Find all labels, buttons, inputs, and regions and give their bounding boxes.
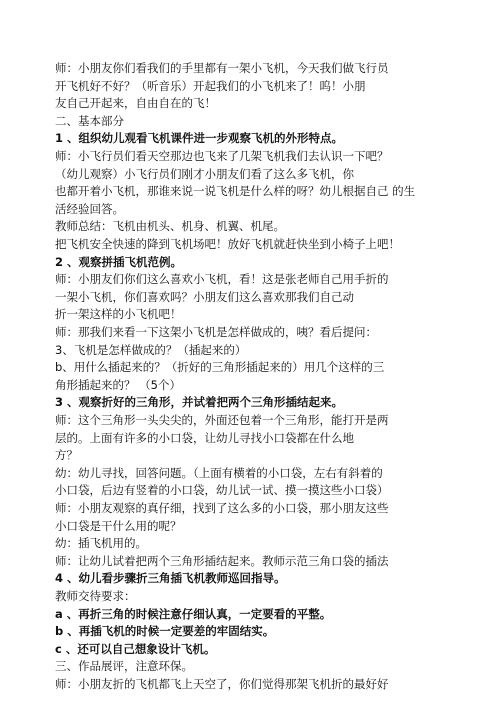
text-line: 把飞机安全快速的降到飞机场吧！放好飞机就赶快坐到小椅子上吧！ [55, 237, 400, 251]
text-line: 师：这个三角形一头尖尖的，外面还包着一个三角形，能打开是两 [55, 413, 389, 427]
text-line: 师：小朋友观察的真仔细，找到了这么多的小口袋，那小朋友这些 [55, 501, 389, 515]
numbered-item: 4 、幼儿看步骤折三角插飞机教师巡回指导。 [55, 571, 286, 586]
text-line: 活经验回答。 [55, 201, 124, 216]
text-line: 层的。上面有许多的小口袋，让幼儿寻找小口袋都在什么地 [55, 430, 354, 445]
text-line: 幼：幼儿寻找，回答问题。（上面有横着的小口袋，左右有斜着的 [55, 465, 383, 480]
text-line: 师：让幼儿试着把两个三角形插结起来。教师示范三角口袋的插法 [55, 553, 389, 568]
text-line: 友自己开起来，自由自在的飞！ [55, 96, 216, 111]
text-line: 师：小朋友折的飞机都飞上天空了，你们觉得那架飞机折的最好好 [55, 677, 389, 691]
text-line: 师：那我们来看一下这架小飞机是怎样做成的，咦？看后提问： [55, 325, 377, 339]
section-heading: 三、作品展评，注意环保。 [55, 659, 193, 674]
text-line: 折一架这样的小飞机吧！ [55, 307, 182, 322]
text-line: 幼：插飞机用的。 [55, 536, 147, 551]
numbered-item: 3 、观察折好的三角形，并试着把两个三角形插结起来。 [55, 395, 344, 410]
numbered-item: 1 、组织幼儿观看飞机课件进一步观察飞机的外形特点。 [55, 131, 344, 146]
text-line: （幼儿观察）小飞行员们刚才小朋友们看了这么多飞机，你 [55, 166, 354, 181]
section-heading: 二、基本部分 [55, 113, 124, 128]
text-line: 一架小飞机，你们喜欢吗？小朋友们这么喜欢那我们自己动 [55, 289, 354, 304]
text-line: 开飞机好不好？（听音乐）开起我们的小飞机来了！呜！小朋 [55, 78, 366, 93]
numbered-item: 3、飞机是怎样做成的？（插起来的） [55, 342, 247, 357]
text-line: 教师交待要求： [55, 589, 136, 603]
lettered-item: c 、还可以自己想象设计飞机。 [55, 641, 216, 656]
lettered-item: b 、再插飞机的时候一定要差的牢固结实。 [55, 624, 275, 639]
text-line: 师：小朋友你们看我们的手里都有一架小飞机，今天我们做飞行员 [55, 61, 389, 75]
lettered-item: a 、再折三角的时候注意仔细认真，一定要看的平整。 [55, 606, 332, 621]
text-line: 角形插起来的？ （5个） [55, 377, 181, 392]
text-line: 师：小朋友们你们这么喜欢小飞机，看！这是张老师自己用手折的 [55, 272, 389, 287]
lettered-item: b、用什么插起来的？（折好的三角形插起来的）用几个这样的三 [55, 360, 385, 375]
text-line: 小口袋是干什么用的呢？ [55, 518, 182, 533]
text-line: 小口袋，后边有竖着的小口袋，幼儿试一试、摸一摸这些小口袋） [55, 483, 389, 498]
text-line: 教师总结：飞机由机头、机身、机翼、机尾。 [55, 219, 285, 234]
text-line: 师：小飞行员们看天空那边也飞来了几架飞机我们去认识一下吧？ [55, 149, 389, 163]
text-line: 方？ [55, 448, 78, 463]
text-line: 也都开着小飞机，那谁来说一说飞机是什么样的呀？幼儿根据自己 的生 [55, 184, 416, 199]
numbered-item: 2 、观察拼插飞机范例。 [55, 254, 183, 269]
